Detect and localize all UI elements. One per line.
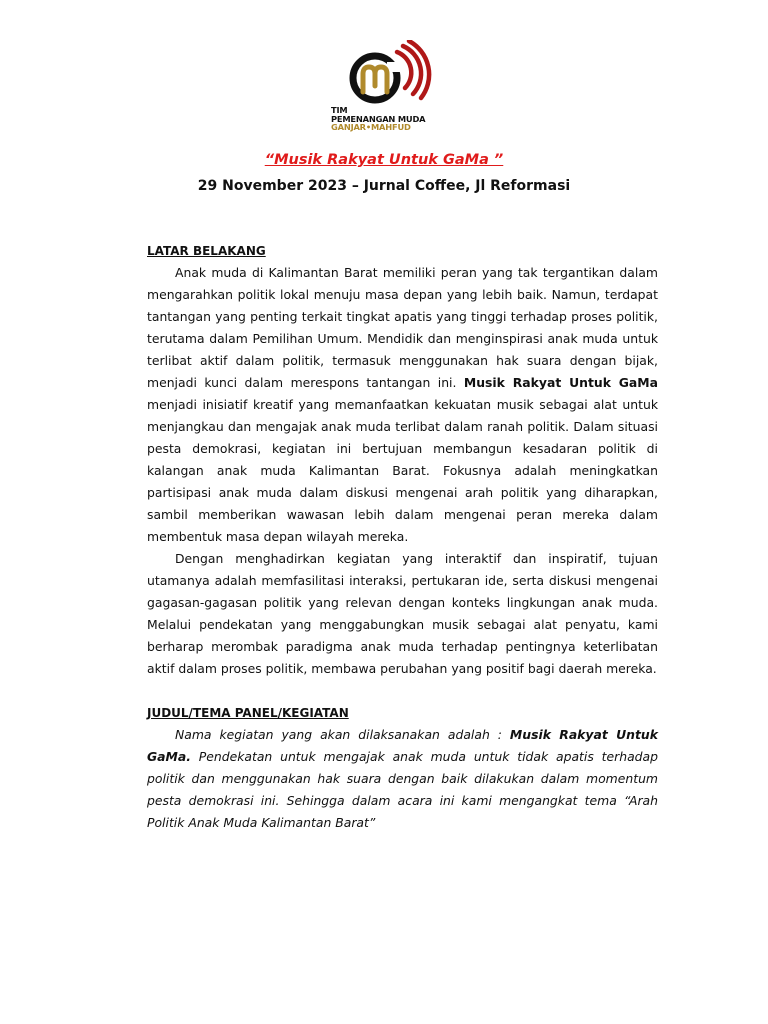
document-title — [0, 152, 768, 168]
event-date-location: 29 November 2023 – Jurnal Coffee, Jl Reformasi — [197, 178, 571, 194]
document-title-text: “Musik Rakyat Untuk GaMa ” — [264, 152, 504, 168]
theme-p1-event-name: Musik Rakyat Untuk GaMa. — [147, 727, 658, 764]
theme-p1-text-a: Nama kegiatan yang akan dilaksanakan adalah : — [175, 727, 510, 742]
section-spacer — [147, 680, 658, 702]
logo — [331, 40, 441, 135]
document-body — [147, 240, 658, 834]
background-p1-text-a: Anak muda di Kalimantan Barat memiliki peran yang tak tergantikan dalam mengarahkan politik lokal menuju masa depan yang lebih baik. Namun, terdapat tantangan yang penting terkait tingkat apatis yang tinggi terhadap proses politik, terutama dalam Pemilihan Umum. Mendidik dan menginspirasi anak muda untuk terlibat aktif dalam politik, termasuk menggunakan hak suara dengan bijak, menjadi kunci dalam merespons tantangan ini. — [147, 265, 658, 390]
logo-mark-icon — [345, 40, 435, 108]
section-heading-latar-belakang: LATAR BELAKANG — [147, 244, 266, 258]
theme-p1-text-b: Pendekatan untuk mengajak anak muda untuk tidak apatis terhadap politik dan menggunakan hak suara dengan baik dilakukan dalam momentum pesta demokrasi ini. Sehingga dalam acara ini kami mengangkat tema “Arah Politik Anak Muda Kalimantan Barat” — [147, 749, 658, 830]
background-paragraph-2: Dengan menghadirkan kegiatan yang interaktif dan inspiratif, tujuan utamanya adalah memfasilitasi interaksi, pertukaran ide, serta diskusi mengenai gagasan-gagasan politik yang relevan dengan konteks lingkungan anak muda. Melalui pendekatan yang menggabungkan musik sebagai alat penyatu, kami berharap merombak paradigma anak muda terhadap pentingnya keterlibatan aktif dalam proses politik, membawa perubahan yang positif bagi daerah mereka. — [147, 551, 658, 676]
background-p1-text-b: menjadi inisiatif kreatif yang memanfaatkan kekuatan musik sebagai alat untuk menjangkau dan mengajak anak muda terlibat dalam ranah politik. Dalam situasi pesta demokrasi, kegiatan ini bertujuan membangun kesadaran politik di kalangan anak muda Kalimantan Barat. Fokusnya adalah meningkatkan partisipasi anak muda dalam diskusi mengenai arah politik yang diharapkan, sambil memberikan wawasan lebih dalam mengenai peran mereka dalam membentuk masa depan wilayah mereka. — [147, 397, 658, 544]
theme-paragraph — [147, 724, 658, 834]
logo-line-1: TIM — [331, 105, 348, 115]
section-heading-judul-tema: JUDUL/TEMA PANEL/KEGIATAN — [147, 706, 349, 720]
logo-line-3: GANJAR•MAHFUD — [331, 122, 411, 133]
logo-line-2: PEMENANGAN MUDA — [331, 113, 426, 124]
background-p1-event-name: Musik Rakyat Untuk GaMa — [463, 375, 658, 390]
background-paragraph-1 — [147, 262, 658, 548]
logo-wordmark — [331, 106, 446, 132]
